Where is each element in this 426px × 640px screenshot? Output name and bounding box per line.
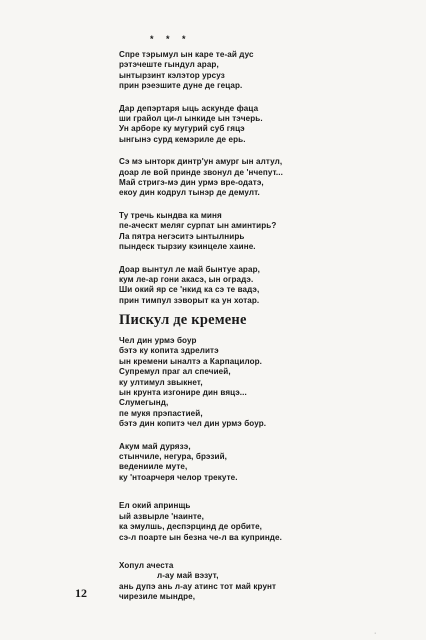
stanza: [119, 265, 409, 307]
verse-line: бэтэ ку копита здрелитэ: [119, 346, 219, 356]
verse-line: Хопул ачеста: [119, 560, 174, 570]
page-number: 12: [75, 586, 87, 600]
verse-line: веденииле муте,: [119, 462, 188, 472]
stanza: [119, 50, 409, 92]
poem-untitled: [119, 50, 409, 318]
verse-line: ши грайол ци-л ынкиде ын тэчерь.: [119, 114, 263, 124]
verse-line: екоу дин кодрул тынэр де демулт.: [119, 188, 260, 198]
stanza: [119, 561, 409, 603]
verse-line: Ла пятра негэситэ ынтылнирь: [119, 231, 245, 241]
verse-line: Слумегынд,: [119, 398, 169, 408]
verse-line: ку ултимул звыкнет,: [119, 377, 203, 387]
verse-line-indented: л-ау май вэзут,: [157, 571, 219, 581]
verse-line: Доар вынтул ле май бынтуе арар,: [119, 264, 260, 274]
verse-line: Супремул праг ал спечией,: [119, 367, 231, 377]
verse-line: ань дупэ ань л-ау атинс тот май крунт: [119, 581, 277, 591]
verse-line: Ел окий апринщь: [119, 501, 191, 511]
stanza: [119, 442, 409, 484]
poem-piskul-de-kremene: [119, 336, 409, 615]
verse-line: пындеск тырзиу кэинцеле хаине.: [119, 242, 256, 252]
verse-line: Ши окий яр се 'нкид ка сэ те вадэ,: [119, 285, 260, 295]
verse-line: Сэ мэ ынторк динтр'ун амург ын алтул,: [119, 157, 283, 167]
verse-line: ынгынэ сурд кемэриле де ерь.: [119, 134, 246, 144]
stanza: [119, 157, 409, 199]
verse-line: ын кремени ынaлтэ а Карпацилор.: [119, 356, 263, 366]
verse-line: пе-аческт меляг сурпат ын аминтирь?: [119, 221, 277, 231]
stanza: [119, 501, 409, 543]
corner-mark: ·: [374, 630, 377, 637]
verse-line: Акум май дурязэ,: [119, 441, 191, 451]
verse-line: пе мукя прэпастией,: [119, 408, 203, 418]
verse-line: Ун арборе ку мугурий суб гяцэ: [119, 124, 245, 134]
verse-line: доар ле вой принде звонул де 'нчепут...: [119, 167, 283, 177]
stanza: [119, 336, 409, 430]
verse-line: Дар депэртаря ыць аскунде фаца: [119, 103, 259, 113]
poem-title: Пискул де кремене: [119, 312, 247, 328]
verse-line: Ту тречь кындва ка миня: [119, 210, 222, 220]
verse-line: кум ле-ар гони акасэ, ын оградэ.: [119, 274, 254, 284]
stanza: [119, 211, 409, 253]
verse-line: ынтырзинт кэлэтор урсуз: [119, 70, 225, 80]
verse-line: прин рэеэшите дуне де гецар.: [119, 81, 243, 91]
verse-line: ын крунта изгонире дин вяцэ...: [119, 388, 247, 398]
verse-line: Спре тэрымул ын каре те-ай дус: [119, 50, 254, 59]
section-asterism: * * *: [150, 34, 191, 44]
verse-line: прин тимпул зэворыт ка ун хотар.: [119, 295, 260, 305]
verse-line: ый азвырле 'наинте,: [119, 511, 204, 521]
verse-line: рэтэчеште гындул арар,: [119, 60, 219, 70]
verse-line: ку 'нтоарчеря челор трекуте.: [119, 472, 238, 482]
verse-line: чирезиле мындре,: [119, 592, 196, 602]
verse-line: Май стригэ-мэ дин урмэ вре-одатэ,: [119, 178, 264, 188]
verse-line: Чел дин урмэ боур: [119, 336, 197, 345]
verse-line: сэ-л поарте ын безна че-л ва куприндe.: [119, 532, 282, 542]
verse-line: бэтэ дин копитэ чел дин урмэ боур.: [119, 419, 267, 429]
verse-line: ка эмулшь, деспэрцинд де орбите,: [119, 522, 263, 532]
stanza: [119, 104, 409, 146]
verse-line: стынчиле, негура, брэзий,: [119, 452, 227, 462]
